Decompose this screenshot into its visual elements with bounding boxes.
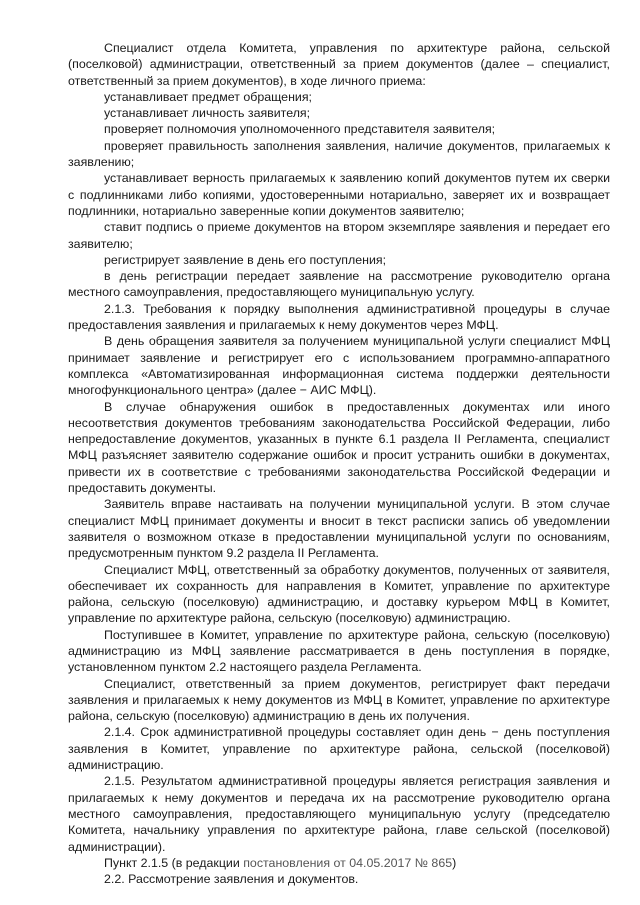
paragraph: Специалист, ответственный за прием документов, регистрирует факт передачи заявления и прилагаемых к нему документов из МФЦ в Комитет, управление по архитектуре района, сельскую (поселковую) администрацию в день их получения. xyxy=(68,676,610,724)
list-item: устанавливает личность заявителя; xyxy=(104,106,311,121)
list-item: проверяет правильность заполнения заявления, наличие документов, прилагаемых к заявлению; xyxy=(68,138,610,170)
document-page xyxy=(68,40,610,887)
paragraph: Поступившее в Комитет, управление по архитектуре района, сельскую (поселковую) администрацию из МФЦ заявление рассматривается в день поступления в порядке, установленном пунктом 2.2 настоящего раздела Регламента. xyxy=(68,627,610,675)
list-item: проверяет полномочия уполномоченного представителя заявителя; xyxy=(104,122,496,137)
paragraph: В случае обнаружения ошибок в предоставленных документах или иного несоответствия документов требованиям законодательства Российской Федерации, либо непредоставление документов, указанных в пункте 6.1 раздела II Регламента, специалист МФЦ разъясняет заявителю содержание ошибок и просит устранить ошибки в документах, привести их в соответствие с требованиями законодательства Российской Федерации и предоставить документы. xyxy=(68,399,610,496)
list-item: регистрирует заявление в день его поступления; xyxy=(104,252,387,267)
note-prefix: Пункт 2.1.5 (в редакции xyxy=(104,855,244,870)
list-item: в день регистрации передает заявление на рассмотрение руководителю органа местного самоуправления, предоставляющего муниципальную услугу. xyxy=(68,269,610,300)
paragraph-intro: Специалист отдела Комитета, управления по архитектуре района, сельской (поселковой) администрации, ответственный за прием документов (далее – специалист, ответственный за прием документов), в ходе личного приема: xyxy=(68,41,610,88)
list-item: устанавливает верность прилагаемых к заявлению копий документов путем их сверки с подлинниками либо копиями, удостоверенными нотариально, заверяет их и возвращает подлинники, нотариально заверенные копии документов заявителю; xyxy=(68,171,610,218)
paragraph-2-1-5: 2.1.5. Результатом административной процедуры является регистрация заявления и прилагаемых к нему документов и передача их на рассмотрение руководителю органа местного самоуправления, предоставляющего муниципальную услугу (председателю Комитета, начальнику управления по архитектуре района, главе сельской (поселковой) администрации). xyxy=(68,774,610,854)
paragraph: Заявитель вправе настаивать на получении муниципальной услуги. В этом случае специалист МФЦ принимает документы и вносит в текст расписки запись об уведомлении заявителя о возможном отказе в предоставлении муниципальной услуги по основаниям, предусмотренным пунктом 9.2 раздела II Регламента. xyxy=(68,497,610,561)
paragraph-2-1-4: 2.1.4. Срок административной процедуры составляет один день − день поступления заявления в Комитет, управление по архитектуре района, сельской (поселковой) администрацию. xyxy=(68,725,610,773)
list-item: ставит подпись о приеме документов на втором экземпляре заявления и передает его заявителю; xyxy=(68,220,610,251)
list-item: устанавливает предмет обращения; xyxy=(104,89,312,104)
section-heading: 2.2. Рассмотрение заявления и документов. xyxy=(104,872,359,887)
note-suffix: ) xyxy=(452,855,457,870)
paragraph: Специалист МФЦ, ответственный за обработку документов, полученных от заявителя, обеспечивает их сохранность для направления в Комитет, управление по архитектуре района, сельскую (поселковую) администрацию, и доставку курьером МФЦ в Комитет, управление по архитектуре района, сельскую (поселковую) администрацию. xyxy=(68,562,610,626)
amendment-link[interactable]: постановления от 04.05.2017 № 865 xyxy=(243,855,453,870)
amendment-note xyxy=(68,855,610,871)
paragraph: В день обращения заявителя за получением муниципальной услуги специалист МФЦ принимает заявление и регистрирует его с использованием программно-аппаратного комплекса «Автоматизированная информационная система поддержки деятельности многофункционального центра» (далее − АИС МФЦ). xyxy=(68,334,610,398)
paragraph-2-1-3: 2.1.3. Требования к порядку выполнения административной процедуры в случае предоставления заявления и прилагаемых к нему документов через МФЦ. xyxy=(68,301,610,333)
